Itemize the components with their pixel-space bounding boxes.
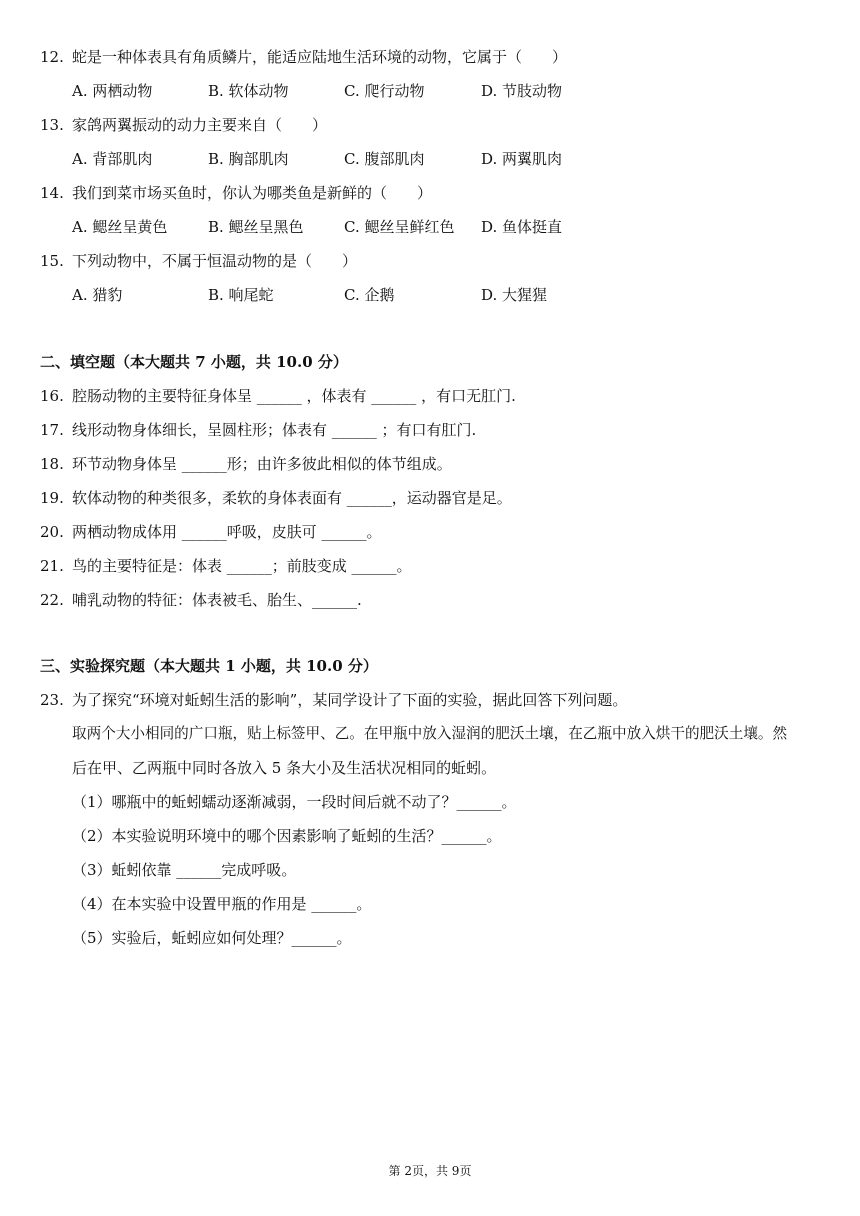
section-title-fill-in: 二、填空题（本大题共 7 小题，共 10.0 分） [40,353,348,371]
question-number: 20. [40,523,64,541]
option-b: B. 胸部肌肉 [208,150,289,168]
question-text: 两栖动物成体用 ______呼吸，皮肤可 ______。 [72,523,382,541]
sub-question-2: （2）本实验说明环境中的哪个因素影响了蚯蚓的生活？______。 [72,827,502,845]
option-b: B. 鳃丝呈黑色 [208,218,304,236]
option-c: C. 企鹅 [344,286,395,304]
option-d: D. 鱼体挺直 [481,218,563,236]
section-title-experiment: 三、实验探究题（本大题共 1 小题，共 10.0 分） [40,657,378,675]
question-number: 15. [40,252,64,270]
option-d: D. 节肢动物 [481,82,563,100]
question-number: 21. [40,557,64,575]
question-text: 线形动物身体细长，呈圆柱形；体表有 ______ ；有口有肛门. [72,421,477,439]
option-c: C. 爬行动物 [344,82,425,100]
option-b: B. 响尾蛇 [208,286,274,304]
option-d: D. 两翼肌肉 [481,150,563,168]
question-text: 哺乳动物的特征：体表被毛、胎生、______. [72,591,362,609]
question-number: 23. [40,691,64,709]
question-text: 鸟的主要特征是：体表 ______；前肢变成 ______。 [72,557,412,575]
question-number: 14. [40,184,64,202]
question-paragraph-line-1: 取两个大小相同的广口瓶，贴上标签甲、乙。在甲瓶中放入湿润的肥沃土壤，在乙瓶中放入烘干的肥沃土壤。然 [72,725,788,742]
question-number: 12. [40,48,64,66]
sub-question-4: （4）在本实验中设置甲瓶的作用是 ______。 [72,895,372,913]
question-text: 我们到菜市场买鱼时，你认为哪类鱼是新鲜的（ ） [72,184,433,202]
question-text: 家鸽两翼振动的动力主要来自（ ） [72,116,328,134]
question-text: 蛇是一种体表具有角质鳞片，能适应陆地生活环境的动物，它属于（ ） [72,48,568,66]
question-number: 18. [40,455,64,473]
question-number: 13. [40,116,64,134]
page-footer: 第 2页，共 9页 [388,1164,472,1178]
option-b: B. 软体动物 [208,82,289,100]
sub-question-5: （5）实验后，蚯蚓应如何处理？______。 [72,929,352,947]
sub-question-3: （3）蚯蚓依靠 ______完成呼吸。 [72,861,297,879]
question-intro: 为了探究“环境对蚯蚓生活的影响”，某同学设计了下面的实验，据此回答下列问题。 [72,691,628,709]
question-number: 17. [40,421,64,439]
sub-question-1: （1）哪瓶中的蚯蚓蠕动逐渐减弱，一段时间后就不动了？______。 [72,793,517,811]
option-a: A. 两栖动物 [72,82,153,100]
option-a: A. 猎豹 [72,286,123,304]
question-text: 腔肠动物的主要特征身体呈 ______ ，体表有 ______ ，有口无肛门. [72,387,516,405]
question-text: 下列动物中，不属于恒温动物的是（ ） [72,252,358,270]
question-number: 22. [40,591,64,609]
option-a: A. 鳃丝呈黄色 [72,218,168,236]
question-number: 16. [40,387,64,405]
option-a: A. 背部肌肉 [72,150,153,168]
question-number: 19. [40,489,64,507]
option-c: C. 腹部肌肉 [344,150,425,168]
question-text: 环节动物身体呈 ______形；由许多彼此相似的体节组成。 [72,455,452,473]
question-text: 软体动物的种类很多，柔软的身体表面有 ______，运动器官是足。 [72,489,512,507]
option-d: D. 大猩猩 [481,286,548,304]
option-c: C. 鳃丝呈鲜红色 [344,218,455,236]
question-paragraph-line-2: 后在甲、乙两瓶中同时各放入 5 条大小及生活状况相同的蚯蚓。 [72,759,497,777]
